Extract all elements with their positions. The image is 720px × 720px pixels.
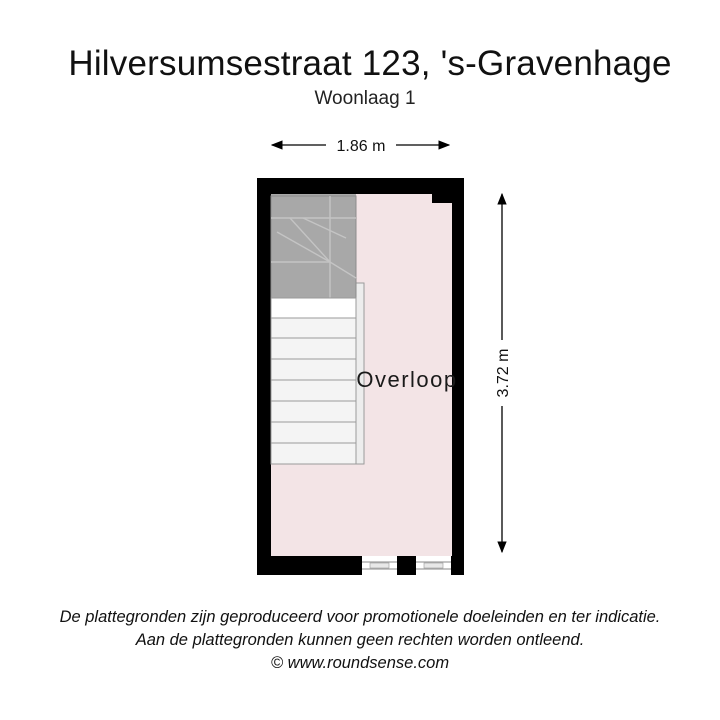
window-right xyxy=(416,556,451,575)
copyright-notice: © www.roundsense.com xyxy=(270,654,450,672)
disclaimer xyxy=(0,606,720,675)
stair-landing xyxy=(271,298,356,318)
window-left xyxy=(362,556,397,575)
disclaimer-line-1: De plattegronden zijn geproduceerd voor promotionele doeleinden en ter indicatie. xyxy=(59,608,661,626)
wall-notch xyxy=(432,194,452,203)
width-dimension xyxy=(272,138,449,155)
depth-dimension-label: 3.72 m xyxy=(495,348,512,398)
stair-winder xyxy=(271,194,356,298)
room-label-overloop: Overloop xyxy=(356,367,458,392)
floor-subtitle: Woonlaag 1 xyxy=(314,88,416,109)
depth-dimension xyxy=(495,194,512,552)
plan-title: Hilversumsestraat 123, 's-Gravenhage xyxy=(68,44,672,83)
width-dimension-label: 1.86 m xyxy=(336,138,386,155)
disclaimer-line-2: Aan de plattegronden kunnen geen rechten worden ontleend. xyxy=(135,631,585,649)
staircase xyxy=(271,194,364,464)
